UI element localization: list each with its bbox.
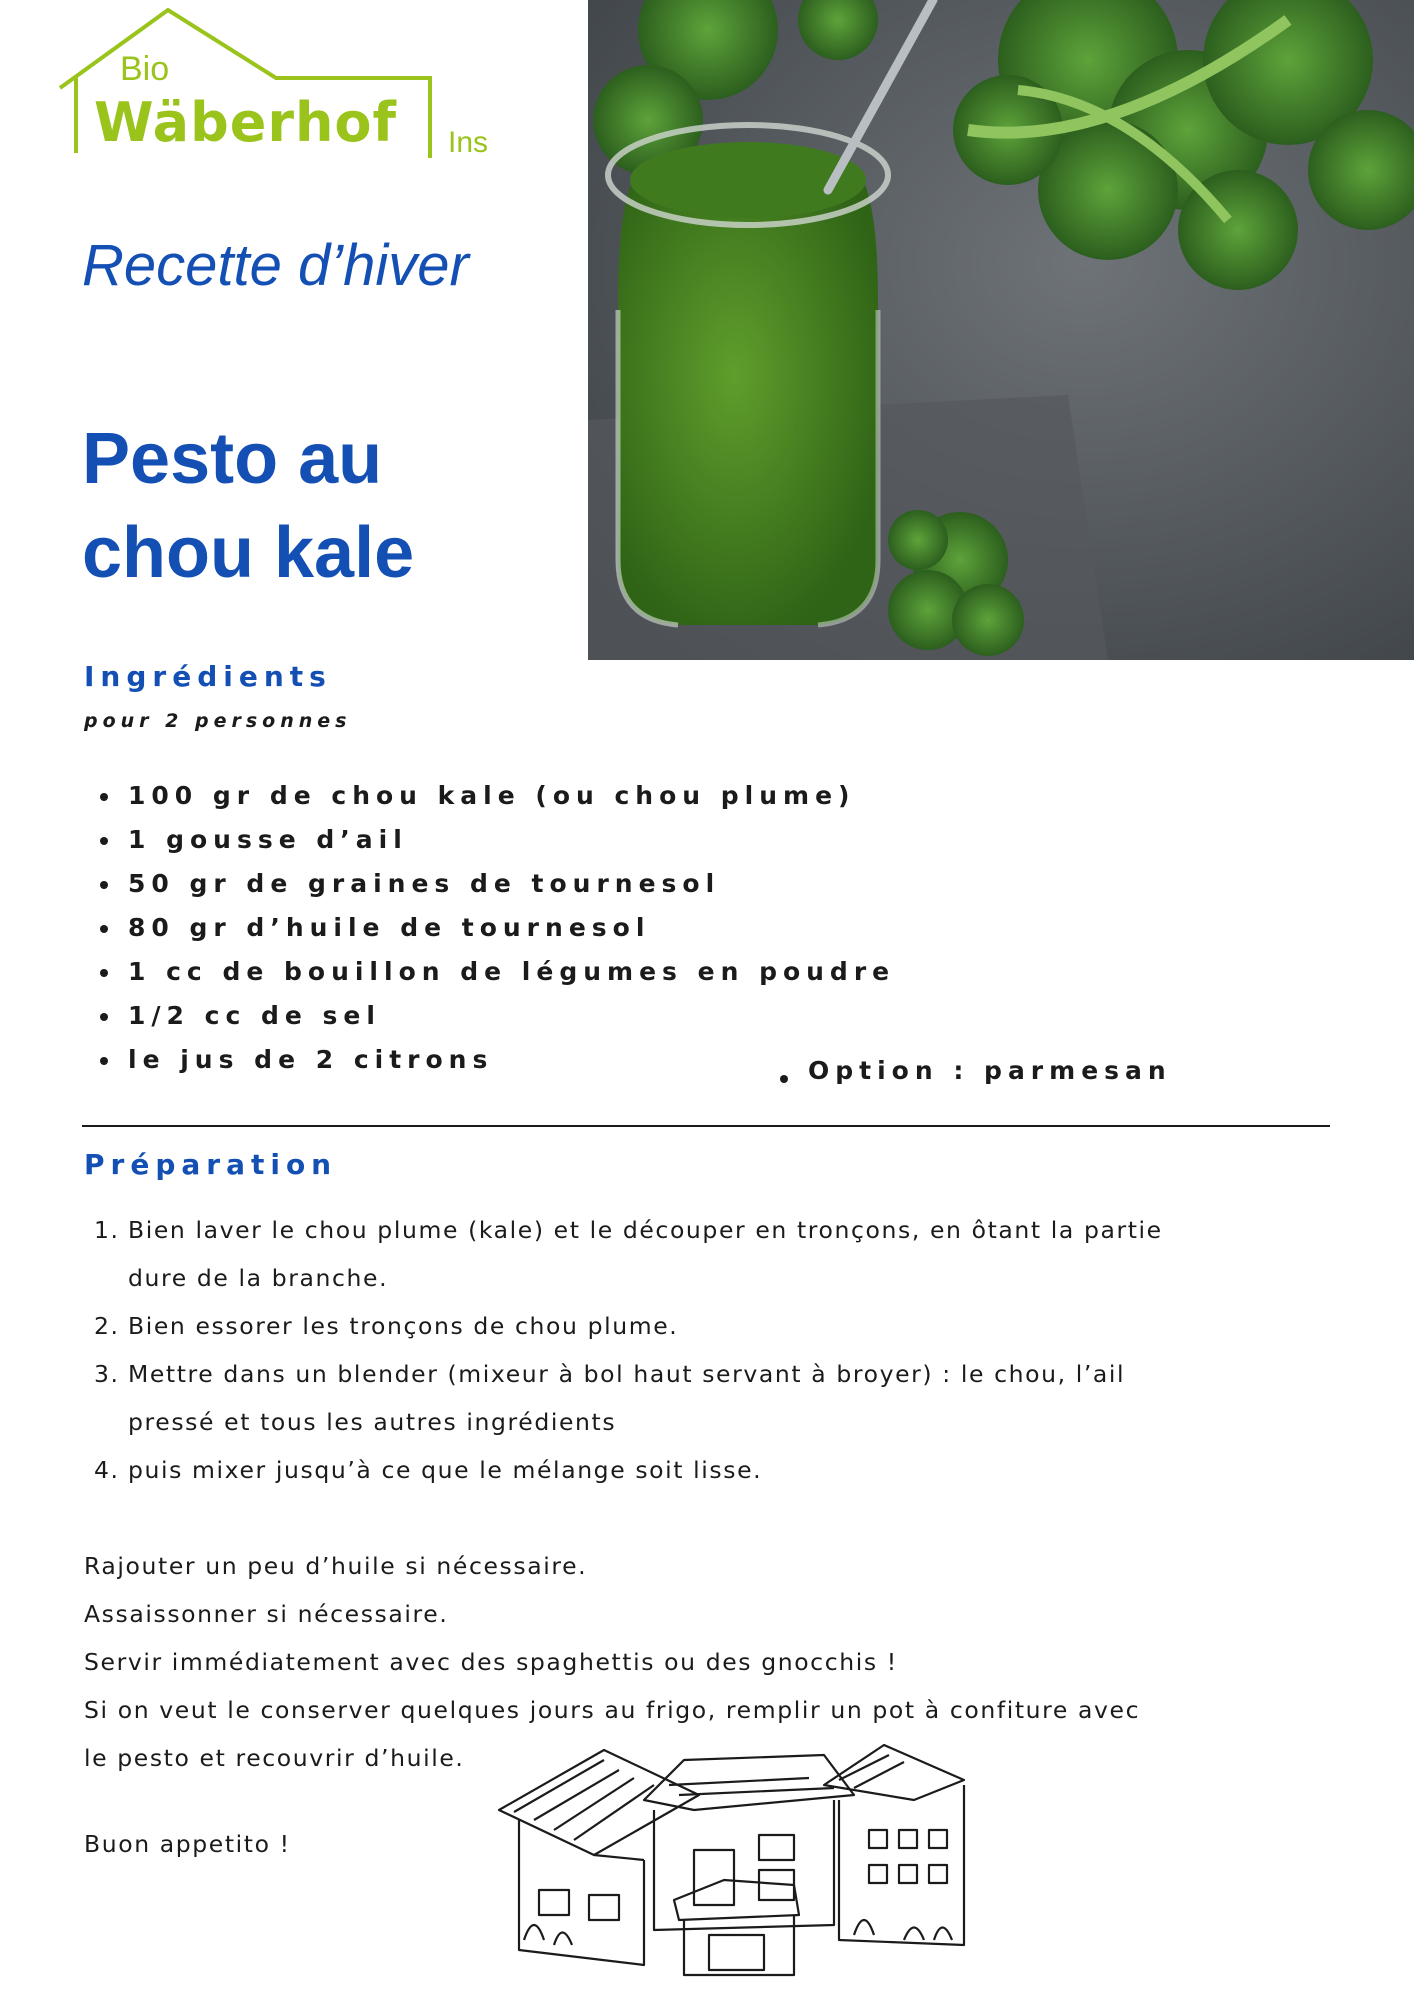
step-number: 2. xyxy=(94,1312,120,1340)
brand-logo xyxy=(58,8,498,158)
closing-line: Buon appetito ! xyxy=(84,1830,291,1858)
ingredient-option: Option : parmesan xyxy=(776,1056,1172,1085)
recipe-subtitle: Recette d’hiver xyxy=(82,233,469,298)
ingredient-item: 50 gr de graines de tournesol xyxy=(96,862,895,906)
ingredient-item: 1 gousse d’ail xyxy=(96,818,895,862)
ingredient-item: 1/2 cc de sel xyxy=(96,994,895,1038)
step-item xyxy=(94,1302,1334,1350)
servings-note: pour 2 personnes xyxy=(84,710,352,732)
brand-location: Ins xyxy=(448,126,489,159)
brand-bio: Bio xyxy=(120,50,170,88)
step-number: 3. xyxy=(94,1360,120,1388)
step-text: pressé et tous les autres ingrédients xyxy=(128,1408,617,1436)
step-number: 4. xyxy=(94,1456,120,1484)
note-line: Servir immédiatement avec des spaghettis ou des gnocchis ! xyxy=(84,1648,898,1676)
step-text: Bien essorer les tronçons de chou plume. xyxy=(128,1312,679,1340)
section-divider xyxy=(82,1125,1330,1127)
note-line: Si on veut le conserver quelques jours au frigo, remplir un pot à confiture avec xyxy=(84,1696,1141,1724)
step-text: Bien laver le chou plume (kale) et le découper en tronçons, en ôtant la partie xyxy=(128,1216,1163,1244)
ingredient-list xyxy=(96,774,895,1082)
note-line: Assaissonner si nécessaire. xyxy=(84,1600,449,1628)
title-line-2: chou kale xyxy=(82,513,415,593)
ingredient-item: 100 gr de chou kale (ou chou plume) xyxy=(96,774,895,818)
step-number: 1. xyxy=(94,1216,120,1244)
ingredients-heading: Ingrédients xyxy=(84,660,332,693)
title-line-1: Pesto au xyxy=(82,419,383,499)
note-line: le pesto et recouvrir d’huile. xyxy=(84,1744,465,1772)
pesto-jar-photo xyxy=(588,0,1414,660)
step-text: puis mixer jusqu’à ce que le mélange soit lisse. xyxy=(128,1456,763,1484)
step-item xyxy=(94,1446,1334,1494)
preparation-heading: Préparation xyxy=(84,1148,338,1181)
ingredient-item: le jus de 2 citrons xyxy=(96,1038,895,1082)
ingredient-item: 1 cc de bouillon de légumes en poudre xyxy=(96,950,895,994)
brand-name: Wäberhof xyxy=(94,91,398,154)
step-text: dure de la branche. xyxy=(128,1264,389,1292)
farmhouse-drawing-icon xyxy=(494,1740,974,1980)
step-item xyxy=(94,1206,1334,1302)
recipe-title xyxy=(82,412,414,600)
step-text: Mettre dans un blender (mixeur à bol haut servant à broyer) : le chou, l’ail xyxy=(128,1360,1126,1388)
preparation-steps xyxy=(94,1206,1334,1494)
ingredient-item: 80 gr d’huile de tournesol xyxy=(96,906,895,950)
step-item xyxy=(94,1350,1334,1446)
note-line: Rajouter un peu d’huile si nécessaire. xyxy=(84,1552,588,1580)
